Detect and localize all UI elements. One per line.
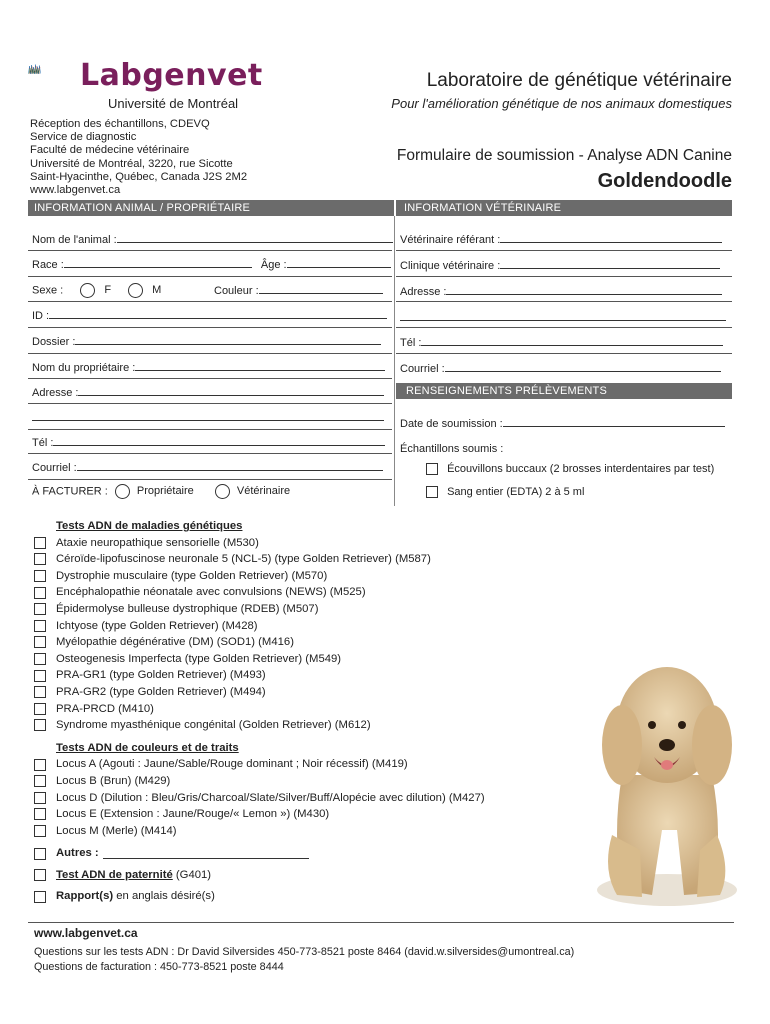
goldendoodle-dog-icon	[592, 655, 742, 910]
bill-vet-radio[interactable]	[215, 484, 230, 499]
vet-tel-field[interactable]	[421, 336, 723, 346]
address-line: Réception des échantillons, CDEVQ	[30, 118, 210, 130]
labgenvet-logo-icon	[28, 46, 88, 96]
test-checkbox[interactable]	[34, 719, 46, 731]
owner-tel-field[interactable]	[53, 436, 385, 446]
other-label: Autres :	[56, 847, 99, 860]
test-item	[34, 773, 485, 790]
test-label: Myélopathie dégénérative (DM) (SOD1) (M416)	[56, 636, 294, 649]
test-checkbox[interactable]	[34, 825, 46, 837]
vet-ref-label: Vétérinaire référant :	[400, 234, 501, 246]
owner-email-field[interactable]	[77, 461, 383, 471]
test-checkbox[interactable]	[34, 808, 46, 820]
footer-tests-contact: Questions sur les tests ADN : Dr David Silversides 450-773-8521 poste 8464 (david.w.silversides@umontreal.ca)	[34, 946, 575, 958]
paternity-checkbox[interactable]	[34, 869, 46, 881]
vet-email-label: Courriel :	[400, 363, 445, 375]
other-checkbox[interactable]	[34, 848, 46, 860]
report-row	[34, 888, 485, 905]
row-divider	[28, 327, 392, 328]
owner-email-label: Courriel :	[32, 462, 77, 474]
clinic-field[interactable]	[500, 259, 720, 269]
test-item	[34, 790, 485, 807]
test-label: PRA-PRCD (M410)	[56, 702, 154, 715]
footer-contacts	[34, 945, 574, 975]
test-checkbox[interactable]	[34, 587, 46, 599]
test-label: Épidermolyse bulleuse dystrophique (RDEB) (M507)	[56, 602, 319, 615]
vet-address-label: Adresse :	[400, 286, 447, 298]
test-item	[34, 651, 485, 668]
owner-tel-row	[32, 436, 385, 449]
tests-list	[34, 518, 485, 905]
swab-row	[426, 463, 714, 475]
logo-text: Labgenvet	[80, 58, 263, 93]
sex-f-radio[interactable]	[80, 283, 95, 298]
id-row	[32, 309, 387, 322]
test-checkbox[interactable]	[34, 553, 46, 565]
footer-divider	[28, 922, 734, 923]
age-label: Âge :	[260, 259, 287, 271]
test-checkbox[interactable]	[34, 670, 46, 682]
address-line: www.labgenvet.ca	[30, 184, 121, 197]
section-animal-owner: INFORMATION ANIMAL / PROPRIÉTAIRE	[28, 200, 394, 216]
footer-url-link[interactable]: www.labgenvet.ca	[34, 926, 138, 940]
test-checkbox[interactable]	[34, 603, 46, 615]
test-checkbox[interactable]	[34, 570, 46, 582]
billing-label: À FACTURER :	[32, 485, 108, 498]
vet-email-field[interactable]	[445, 362, 721, 372]
color-label: Couleur :	[214, 285, 259, 297]
sex-f-label: F	[104, 284, 112, 297]
test-label: PRA-GR1 (type Golden Retriever) (M493)	[56, 669, 266, 682]
test-item	[34, 717, 485, 734]
test-checkbox[interactable]	[34, 775, 46, 787]
test-label: Locus B (Brun) (M429)	[56, 774, 171, 787]
row-divider	[28, 429, 392, 430]
test-item	[34, 634, 485, 651]
race-field[interactable]	[64, 258, 252, 268]
test-checkbox[interactable]	[34, 653, 46, 665]
logo-subtitle: Université de Montréal	[108, 96, 239, 111]
address-line: Université de Montréal, 3220, rue Sicotte	[30, 157, 233, 170]
vet-address-row	[400, 285, 722, 298]
row-divider	[28, 301, 392, 302]
swab-checkbox[interactable]	[426, 463, 438, 475]
billing-row	[32, 484, 290, 499]
owner-address-row	[32, 386, 384, 399]
blood-label: Sang entier (EDTA) 2 à 5 ml	[447, 486, 585, 498]
test-label: Locus E (Extension : Jaune/Rouge/« Lemon ») (M430)	[56, 808, 330, 821]
blood-row	[426, 486, 584, 498]
id-label: ID :	[32, 310, 50, 322]
sex-m-label: M	[152, 284, 162, 297]
column-divider	[394, 216, 395, 506]
color-field[interactable]	[259, 284, 383, 294]
bill-owner-label: Propriétaire	[136, 485, 194, 498]
owner-name-field[interactable]	[135, 361, 385, 371]
test-item	[34, 667, 485, 684]
test-label: Locus M (Merle) (M414)	[56, 824, 177, 837]
color-row	[214, 284, 383, 297]
test-checkbox[interactable]	[34, 636, 46, 648]
other-row	[34, 845, 485, 862]
sex-row	[32, 283, 161, 298]
owner-address-field-2[interactable]	[32, 420, 384, 421]
sex-label: Sexe :	[32, 284, 64, 297]
row-divider	[28, 276, 392, 277]
animal-name-row	[32, 233, 393, 246]
submit-date-row	[400, 417, 725, 430]
vet-ref-row	[400, 233, 722, 246]
test-item	[34, 618, 485, 635]
form-title: Formulaire de soumission - Analyse ADN Canine	[396, 147, 732, 164]
row-divider	[28, 479, 392, 480]
address-line: Service de diagnostic	[30, 131, 137, 144]
vet-address-field[interactable]	[446, 285, 722, 295]
owner-address-field[interactable]	[78, 386, 384, 396]
lab-subtitle: Pour l'amélioration génétique de nos animaux domestiques	[391, 96, 732, 111]
test-label: Osteogenesis Imperfecta (type Golden Retriever) (M549)	[56, 652, 342, 665]
row-divider	[28, 403, 392, 404]
test-label: Dystrophie musculaire (type Golden Retriever) (M570)	[56, 569, 328, 582]
dossier-label: Dossier :	[32, 336, 76, 348]
footer-billing-contact: Questions de facturation : 450-773-8521 poste 8444	[34, 961, 284, 973]
section-vet: INFORMATION VÉTÉRINAIRE	[396, 200, 732, 216]
test-label: Céroïde-lipofuscinose neuronale 5 (NCL-5) (type Golden Retriever) (M587)	[56, 553, 431, 566]
row-divider	[28, 250, 392, 251]
address-line: Faculté de médecine vétérinaire	[30, 144, 190, 157]
samples-sent-label: Échantillons soumis :	[400, 443, 504, 455]
test-item	[34, 601, 485, 618]
test-item	[34, 756, 485, 773]
test-item	[34, 684, 485, 701]
race-label: Race :	[32, 259, 64, 271]
test-item	[34, 584, 485, 601]
sex-m-radio[interactable]	[128, 283, 143, 298]
test-label: Syndrome myasthénique congénital (Golden Retriever) (M612)	[56, 719, 371, 732]
address-line: Saint-Hyacinthe, Québec, Canada J2S 2M2	[30, 170, 248, 183]
test-checkbox[interactable]	[34, 537, 46, 549]
bill-owner-radio[interactable]	[115, 484, 130, 499]
paternity-code: (G401)	[172, 868, 212, 881]
id-field[interactable]	[49, 309, 387, 319]
owner-name-row	[32, 361, 385, 374]
lab-address	[30, 118, 247, 197]
owner-name-label: Nom du propriétaire :	[32, 362, 136, 374]
blood-checkbox[interactable]	[426, 486, 438, 498]
test-item	[34, 535, 485, 552]
age-field[interactable]	[287, 258, 391, 268]
submit-date-label: Date de soumission :	[400, 418, 503, 430]
dossier-field[interactable]	[75, 335, 381, 345]
vet-tel-row	[400, 336, 723, 349]
report-checkbox[interactable]	[34, 891, 46, 903]
row-divider	[396, 353, 732, 354]
paternity-row	[34, 867, 485, 884]
clinic-row	[400, 259, 720, 272]
color-tests-header: Tests ADN de couleurs et de traits	[56, 741, 239, 754]
bill-vet-label: Vétérinaire	[236, 485, 291, 498]
test-item	[34, 701, 485, 718]
row-divider	[28, 353, 392, 354]
test-label: Ichtyose (type Golden Retriever) (M428)	[56, 619, 258, 632]
row-divider	[396, 276, 732, 277]
test-item	[34, 568, 485, 585]
test-checkbox[interactable]	[34, 703, 46, 715]
section-samples: RENSEIGNEMENTS PRÉLÈVEMENTS	[396, 383, 732, 399]
test-item	[34, 806, 485, 823]
report-suffix: en anglais désiré(s)	[113, 890, 215, 903]
vet-ref-field[interactable]	[500, 233, 722, 243]
test-item	[34, 823, 485, 840]
test-label: PRA-GR2 (type Golden Retriever) (M494)	[56, 685, 266, 698]
vet-address-field-2[interactable]	[400, 320, 726, 321]
test-label: Locus A (Agouti : Jaune/Sable/Rouge dominant ; Noir récessif) (M419)	[56, 758, 408, 771]
breed-title: Goldendoodle	[597, 170, 732, 192]
vet-email-row	[400, 362, 721, 375]
submit-date-field[interactable]	[503, 417, 725, 427]
report-label: Rapport(s)	[56, 890, 114, 903]
animal-name-label: Nom de l'animal :	[32, 234, 117, 246]
lab-title: Laboratoire de génétique vétérinaire	[426, 70, 732, 91]
owner-tel-label: Tél :	[32, 437, 54, 449]
disease-tests-header: Tests ADN de maladies génétiques	[56, 520, 243, 532]
test-item	[34, 551, 485, 568]
row-divider	[396, 327, 732, 328]
test-label: Ataxie neuropathique sensorielle (M530)	[56, 536, 259, 549]
paternity-label: Test ADN de paternité	[56, 868, 173, 881]
row-divider	[28, 453, 392, 454]
row-divider	[396, 250, 732, 251]
dossier-row	[32, 335, 381, 348]
test-checkbox[interactable]	[34, 792, 46, 804]
other-field[interactable]	[103, 849, 309, 859]
race-row	[32, 258, 391, 271]
test-label: Encéphalopathie néonatale avec convulsions (NEWS) (M525)	[56, 586, 366, 599]
clinic-label: Clinique vétérinaire :	[400, 260, 501, 272]
test-checkbox[interactable]	[34, 759, 46, 771]
row-divider	[396, 301, 732, 302]
owner-address-label: Adresse :	[32, 387, 79, 399]
animal-name-field[interactable]	[117, 233, 393, 243]
vet-tel-label: Tél :	[400, 337, 422, 349]
row-divider	[28, 378, 392, 379]
test-checkbox[interactable]	[34, 686, 46, 698]
swab-label: Écouvillons buccaux (2 brosses interdentaires par test)	[447, 463, 715, 475]
owner-email-row	[32, 461, 383, 474]
test-label: Locus D (Dilution : Bleu/Gris/Charcoal/Slate/Silver/Buff/Alopécie avec dilution) (M427)	[56, 791, 485, 804]
test-checkbox[interactable]	[34, 620, 46, 632]
